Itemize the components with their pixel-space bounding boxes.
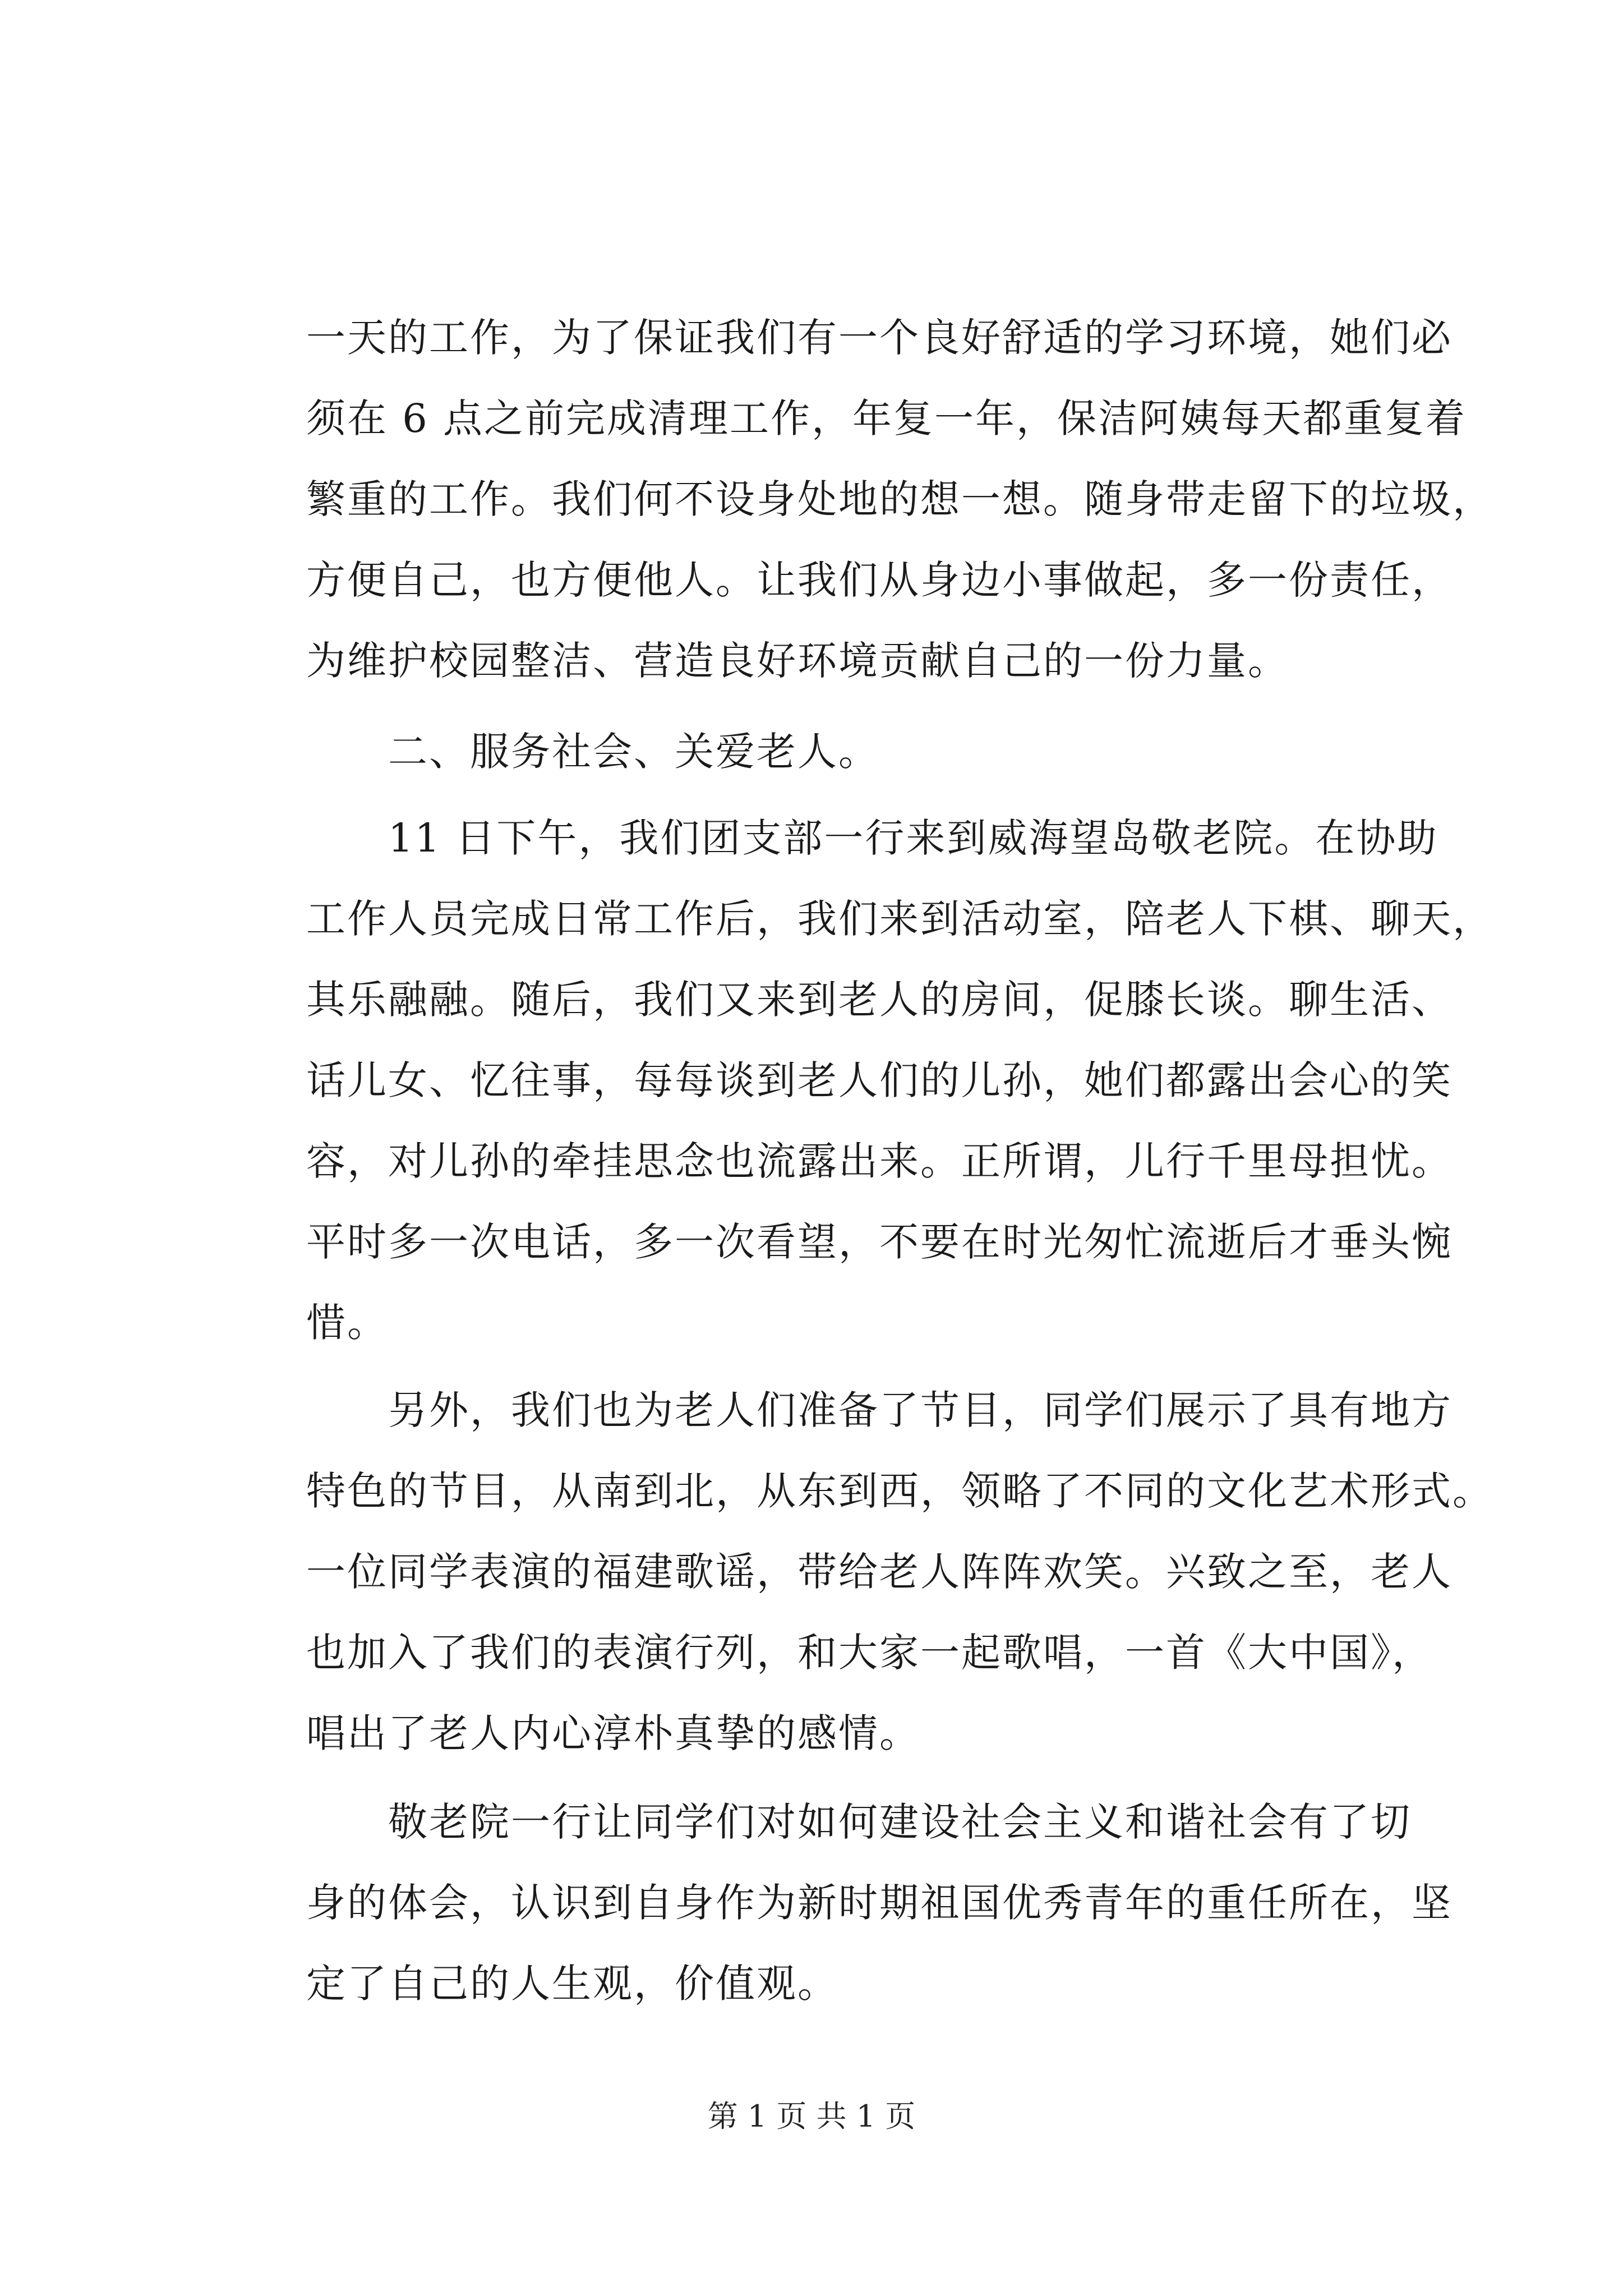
paragraph-reflection <box>306 1782 1453 2024</box>
text-line: 身的体会，认识到自身作为新时期祖国优秀青年的重任所在，坚 <box>306 1880 1453 1926</box>
text-line: 平时多一次电话，多一次看望，不要在时光匆忙流逝后才垂头惋 <box>306 1219 1453 1265</box>
text-line: 惜。 <box>306 1300 388 1346</box>
section-heading-serve-society <box>306 711 1422 792</box>
text-line: 11 日下午，我们团支部一行来到威海望岛敬老院。在协助 <box>306 815 1438 861</box>
paragraph-performances <box>306 1370 1493 1774</box>
text-line: 另外，我们也为老人们准备了节目，同学们展示了具有地方 <box>306 1387 1453 1433</box>
text-line: 一天的工作，为了保证我们有一个良好舒适的学习环境，她们必 <box>306 315 1453 361</box>
paragraph-nursing-home-visit <box>306 798 1493 1363</box>
text-line: 繁重的工作。我们何不设身处地的想一想。随身带走留下的垃圾， <box>306 476 1493 522</box>
text-line: 容，对儿孙的牵挂思念也流露出来。正所谓，儿行千里母担忧。 <box>306 1138 1453 1184</box>
text-line: 唱出了老人内心淳朴真挚的感情。 <box>306 1710 920 1756</box>
text-line: 方便自己，也方便他人。让我们从身边小事做起，多一份责任， <box>306 557 1453 603</box>
text-line: 须在 6 点之前完成清理工作，年复一年，保洁阿姨每天都重复着 <box>306 395 1467 441</box>
text-line: 定了自己的人生观，价值观。 <box>306 1961 838 2007</box>
paragraph-cleaning-continuation <box>306 297 1493 701</box>
text-line: 一位同学表演的福建歌谣，带给老人阵阵欢笑。兴致之至，老人 <box>306 1549 1453 1595</box>
page-number-footer: 第 1 页 共 1 页 <box>707 2099 916 2134</box>
text-line: 二、服务社会、关爱老人。 <box>306 729 879 775</box>
text-line: 也加入了我们的表演行列，和大家一起歌唱，一首《大中国》， <box>306 1630 1433 1676</box>
text-line: 工作人员完成日常工作后，我们来到活动室，陪老人下棋、聊天， <box>306 896 1493 942</box>
text-line: 其乐融融。随后，我们又来到老人的房间，促膝长谈。聊生活、 <box>306 977 1453 1023</box>
text-line: 话儿女、忆往事，每每谈到老人们的儿孙，她们都露出会心的笑 <box>306 1057 1453 1103</box>
text-line: 特色的节目，从南到北，从东到西，领略了不同的文化艺术形式。 <box>306 1468 1493 1514</box>
text-line: 为维护校园整洁、营造良好环境贡献自己的一份力量。 <box>306 638 1289 684</box>
text-line: 敬老院一行让同学们对如何建设社会主义和谐社会有了切 <box>306 1799 1412 1845</box>
